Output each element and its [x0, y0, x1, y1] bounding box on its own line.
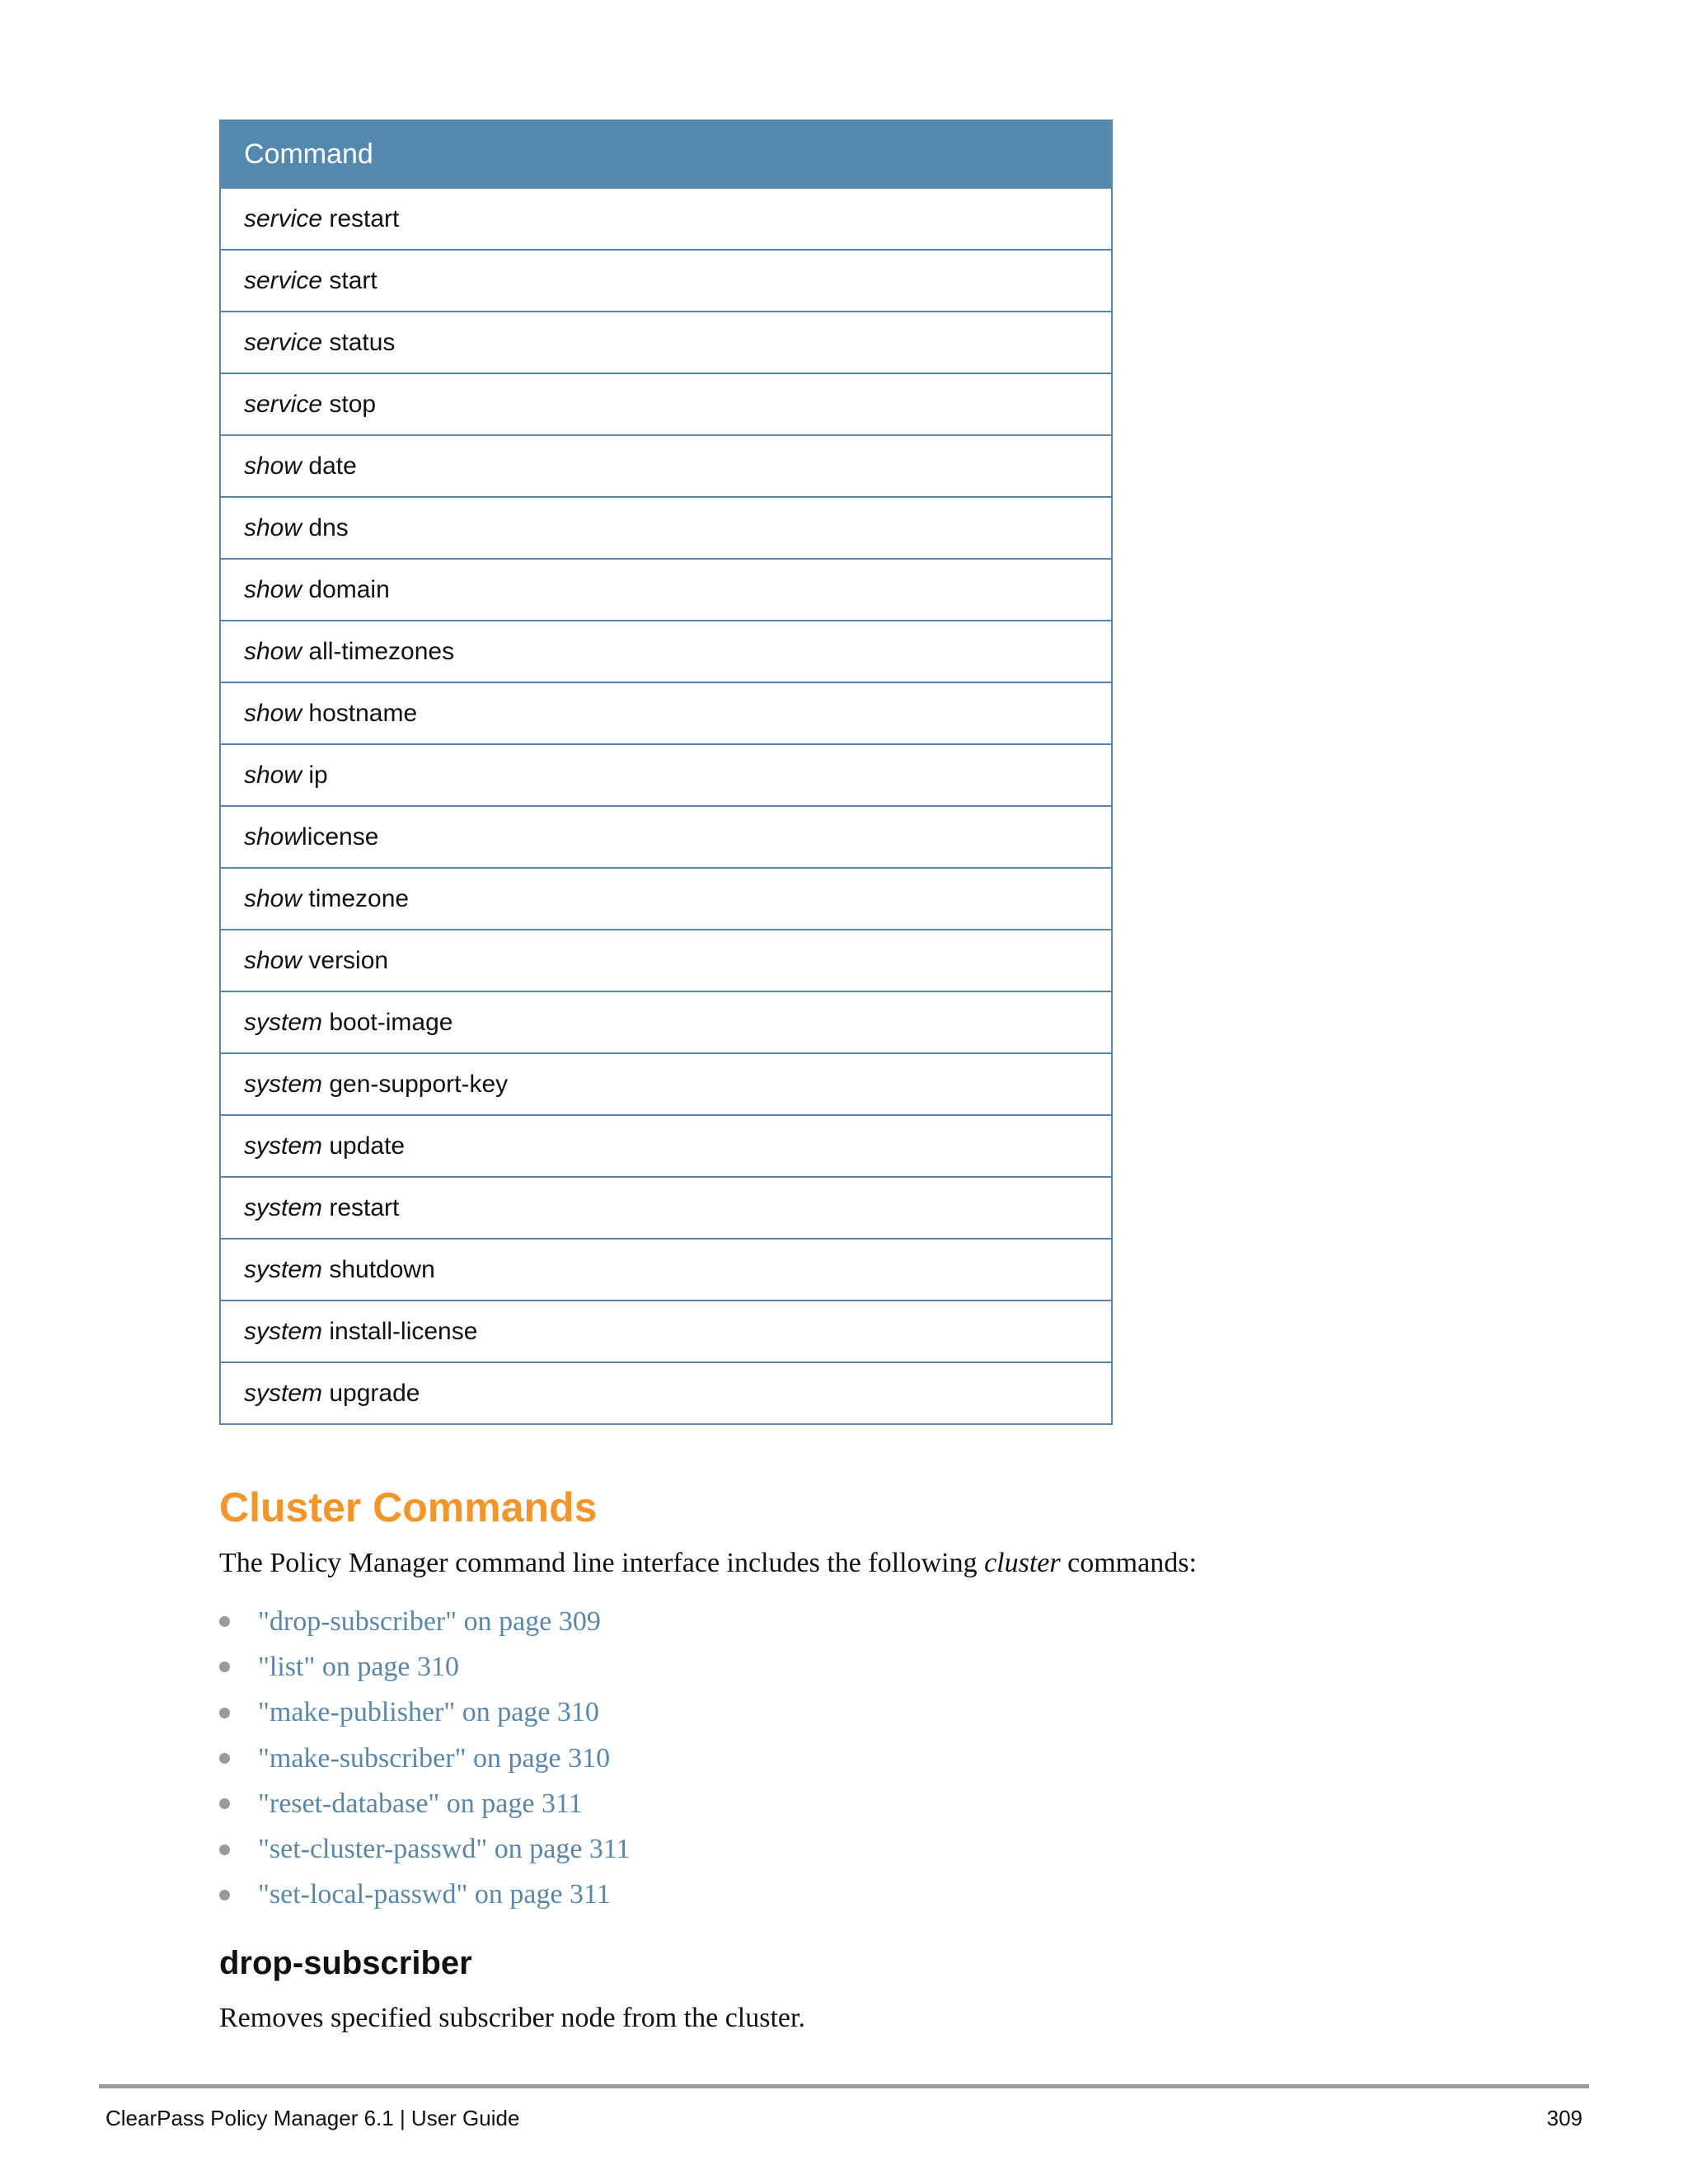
table-row: [220, 1177, 1112, 1239]
list-item: [219, 1872, 631, 1918]
footer-divider: [99, 2084, 1589, 2088]
table-row: [220, 744, 1112, 806]
subsection-description: Removes specified subscriber node from the cluster.: [219, 2003, 805, 2033]
section-title: Cluster Commands: [219, 1484, 598, 1530]
command-keyword: show: [244, 575, 302, 603]
command-argument: shutdown: [322, 1255, 435, 1283]
bullet-icon: [219, 1890, 230, 1900]
cross-reference-link[interactable]: "list" on page 310: [258, 1651, 460, 1682]
table-row: [220, 868, 1112, 930]
table-row: [220, 1239, 1112, 1301]
cross-reference-link[interactable]: "drop-subscriber" on page 309: [258, 1605, 601, 1637]
cross-reference-link[interactable]: "set-local-passwd" on page 311: [258, 1879, 611, 1910]
table-header-row: [220, 120, 1112, 188]
table-row: [220, 682, 1112, 744]
subsection-title: drop-subscriber: [219, 1945, 472, 1981]
command-keyword: system: [244, 1070, 323, 1098]
section-intro: [219, 1548, 1197, 1579]
command-cell: [220, 682, 1112, 744]
command-keyword: service: [244, 328, 323, 356]
table-row: [220, 435, 1112, 497]
intro-text-emphasis: cluster: [984, 1548, 1061, 1578]
command-cell: [220, 1177, 1112, 1239]
command-cell: [220, 497, 1112, 559]
command-cell: [220, 373, 1112, 435]
cross-reference-link[interactable]: "make-subscriber" on page 310: [258, 1742, 611, 1774]
table-row: [220, 497, 1112, 559]
command-argument: ip: [302, 761, 328, 789]
command-keyword: system: [244, 1132, 323, 1160]
table-row: [220, 1115, 1112, 1177]
table-row: [220, 1362, 1112, 1424]
command-keyword: service: [244, 266, 323, 294]
footer-title: ClearPass Policy Manager 6.1 | User Guide: [106, 2106, 520, 2130]
command-cell: [220, 188, 1112, 250]
command-cell: [220, 621, 1112, 682]
command-argument: restart: [322, 204, 400, 232]
command-cell: [220, 559, 1112, 621]
command-cell: [220, 1053, 1112, 1115]
command-keyword: show: [244, 761, 302, 789]
table-row: [220, 1301, 1112, 1362]
command-argument: version: [302, 946, 389, 974]
table-row: [220, 1053, 1112, 1115]
table-row: [220, 250, 1112, 312]
intro-text-before: The Policy Manager command line interface includes the following: [219, 1548, 985, 1578]
list-item: [219, 1826, 631, 1872]
command-cell: [220, 991, 1112, 1053]
command-argument: domain: [302, 575, 390, 603]
bullet-icon: [219, 1616, 230, 1627]
command-cell: [220, 435, 1112, 497]
list-item: [219, 1736, 631, 1781]
cross-reference-link[interactable]: "make-publisher" on page 310: [258, 1697, 599, 1728]
list-item: [219, 1690, 631, 1736]
table-row: [220, 373, 1112, 435]
footer-page-number: 309: [1546, 2106, 1582, 2130]
command-keyword: show: [244, 452, 302, 480]
command-cell: [220, 1301, 1112, 1362]
command-cell: [220, 868, 1112, 930]
command-argument: all-timezones: [302, 637, 455, 665]
command-argument: gen-support-key: [322, 1070, 509, 1098]
table-row: [220, 991, 1112, 1053]
command-keyword: system: [244, 1379, 323, 1407]
command-keyword: show: [244, 513, 302, 541]
command-keyword: system: [244, 1255, 323, 1283]
list-item: [219, 1599, 631, 1644]
table-row: [220, 930, 1112, 991]
command-keyword: show: [244, 699, 302, 727]
list-item: [219, 1781, 631, 1826]
command-argument: install-license: [322, 1317, 478, 1345]
command-argument: dns: [302, 513, 349, 541]
command-argument: status: [322, 328, 396, 356]
command-argument: start: [322, 266, 377, 294]
command-cell: [220, 250, 1112, 312]
command-argument: boot-image: [322, 1008, 453, 1036]
command-cell: [220, 806, 1112, 868]
bullet-icon: [219, 1844, 230, 1855]
command-cell: [220, 1239, 1112, 1301]
command-keyword: system: [244, 1317, 323, 1345]
command-cell: [220, 1362, 1112, 1424]
command-argument: update: [322, 1132, 406, 1160]
list-item: [219, 1644, 631, 1690]
command-argument: date: [302, 452, 357, 480]
table-row: [220, 312, 1112, 373]
command-cell: [220, 744, 1112, 806]
command-table: [219, 120, 1113, 1425]
command-keyword: show: [244, 823, 302, 851]
command-keyword: show: [244, 884, 302, 912]
command-argument: timezone: [302, 884, 410, 912]
bullet-icon: [219, 1753, 230, 1764]
table-row: [220, 806, 1112, 868]
cross-reference-link[interactable]: "reset-database" on page 311: [258, 1788, 583, 1819]
command-keyword: show: [244, 946, 302, 974]
command-keyword: service: [244, 204, 323, 232]
cluster-command-links: [219, 1599, 631, 1918]
cross-reference-link[interactable]: "set-cluster-passwd" on page 311: [258, 1834, 631, 1865]
command-argument: hostname: [302, 699, 418, 727]
table-body: [220, 188, 1112, 1424]
command-keyword: service: [244, 390, 323, 418]
command-keyword: system: [244, 1008, 323, 1036]
bullet-icon: [219, 1798, 230, 1809]
bullet-icon: [219, 1661, 230, 1672]
command-argument: stop: [322, 390, 377, 418]
table-row: [220, 621, 1112, 682]
command-cell: [220, 312, 1112, 373]
command-argument: license: [302, 823, 379, 851]
command-cell: [220, 1115, 1112, 1177]
bullet-icon: [219, 1708, 230, 1718]
table-row: [220, 188, 1112, 250]
command-argument: upgrade: [322, 1379, 420, 1407]
table-row: [220, 559, 1112, 621]
command-keyword: show: [244, 637, 302, 665]
table-header-command: Command: [220, 120, 1112, 188]
command-keyword: system: [244, 1193, 323, 1221]
command-cell: [220, 930, 1112, 991]
command-argument: restart: [322, 1193, 400, 1221]
intro-text-after: commands:: [1060, 1548, 1197, 1578]
